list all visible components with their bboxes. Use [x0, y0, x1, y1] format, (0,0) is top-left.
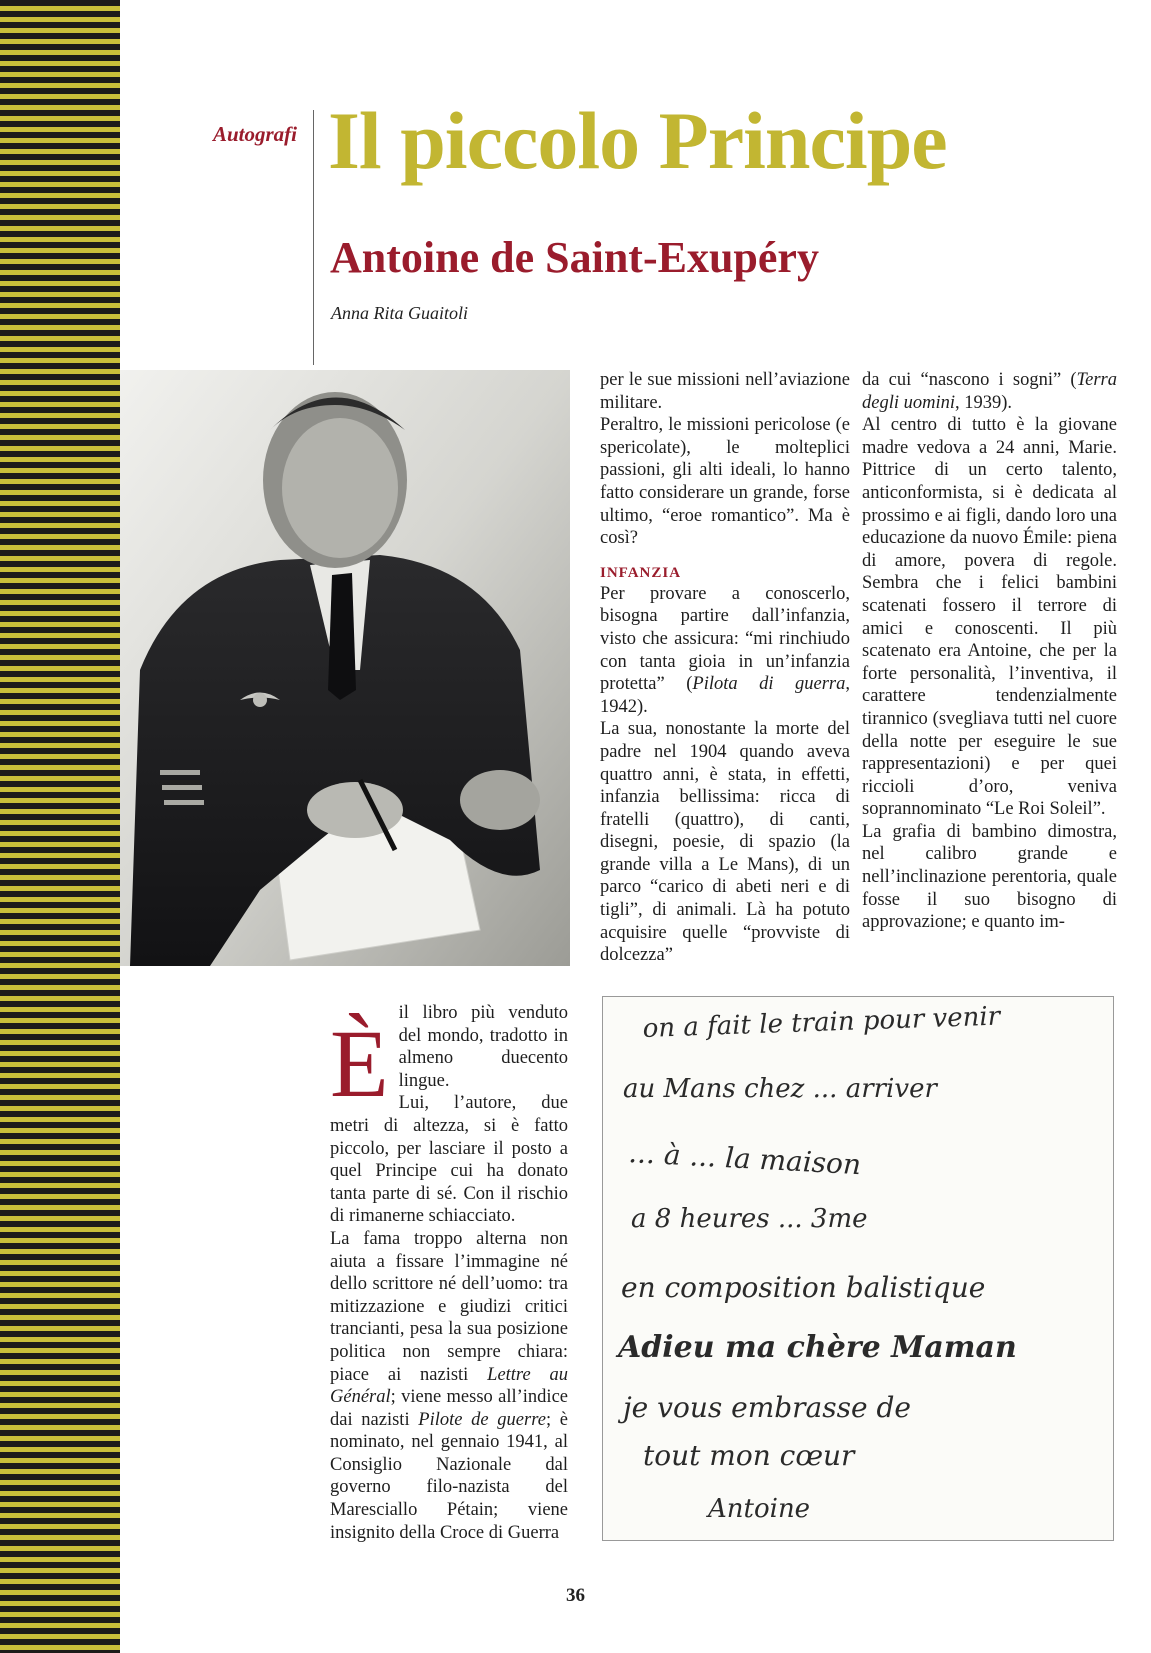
- page-number: 36: [566, 1585, 585, 1606]
- autograph-line: je vous embrasse de: [623, 1391, 911, 1424]
- autograph-line: on a fait le train pour venir: [642, 1001, 1001, 1044]
- paragraph: per le sue missioni nell’aviazione militare.: [600, 370, 850, 413]
- text-column-1: [330, 1002, 568, 1544]
- autograph-line: Antoine: [708, 1494, 811, 1524]
- paragraph: Al centro di tutto è la giovane madre vedova a 24 anni, Marie. Pittrice di un certo talento, anticonformista, si è dedicata al prossimo e ai figli, dando loro una educazione da nuovo Émile: piena di amore, povera di regole. Sembra che i felici bambini scatenati fossero il terrore di amici e conoscenti. Il più scatenato era Antoine, che per la forte personalità, l’inventiva, il carattere tendenzialmente tirannico (svegliava tutti nel cuore della notte per eseguire le sue rappresentazioni) e per quei riccioli d’oro, veniva soprannominato “Le Roi Soleil”.: [862, 415, 1117, 820]
- autograph-image: [602, 996, 1114, 1541]
- autograph-line: au Mans chez ... arriver: [623, 1074, 937, 1104]
- drop-cap: È: [330, 1010, 389, 1117]
- text-column-2: [600, 369, 850, 967]
- article-subtitle: Antoine de Saint-Exupéry: [330, 233, 819, 282]
- paragraph: Peraltro, le missioni pericolose (e spericolate), le molteplici passioni, gli alti ideali, lo hanno fatto considerare un grande, forse ultimo, “eroe romantico”. Ma è così?: [600, 415, 850, 549]
- autograph-line: en composition balistique: [621, 1271, 986, 1304]
- header-divider: [313, 110, 314, 365]
- text-column-3: [862, 369, 1117, 934]
- portrait-photo: [120, 370, 570, 966]
- paragraph: da cui “nascono i sogni” (Terra degli uomini, 1939).: [862, 370, 1117, 413]
- autograph-line: tout mon cœur: [643, 1439, 855, 1472]
- paragraph: Èil libro più venduto del mondo, tradotto in almeno duecento lingue.: [330, 1003, 568, 1117]
- autograph-line: ... à ... la maison: [627, 1136, 862, 1182]
- autograph-line: a 8 heures ... 3me: [631, 1204, 868, 1234]
- autograph-line: Adieu ma chère Maman: [618, 1330, 1017, 1365]
- article-title: Il piccolo Principe: [328, 95, 947, 186]
- author-byline: Anna Rita Guaitoli: [331, 303, 468, 323]
- paragraph: La fama troppo alterna non aiuta a fissare l’immagine né dello scrittore né dell’uomo: tra mitizzazione e giudizi critici trancianti, pesa la sua posizione politica non sempre chiara: piace ai nazisti Lettre au Général; viene messo all’indice dai nazisti Pilote de guerre; è nominato, nel gennaio 1941, al Consiglio Nazionale dal governo filo-nazista del Maresciallo Pétain; viene insignito della Croce di Guerra: [330, 1228, 568, 1543]
- paragraph: Lui, l’autore, due metri di altezza, si è fatto piccolo, per lasciare il posto a quel Principe cui ha donato tanta parte di sé. Con il rischio di rimanerne schiacciato.: [330, 1093, 568, 1227]
- paragraph: La grafia di bambino dimostra, nel calibro grande e nell’inclinazione perentoria, quale fosse il suo bisogno di approvazione; e quanto im-: [862, 821, 1117, 933]
- section-heading-infanzia: INFANZIA: [600, 564, 682, 581]
- decorative-stripe-band: [0, 0, 120, 1653]
- section-label: Autografi: [212, 122, 297, 146]
- paragraph: La sua, nonostante la morte del padre nel 1904 quando aveva quattro anni, è stata, in effetti, infanzia bellissima: ricca di fratelli (quattro), di canti, disegni, poesie, di spazio (la grande villa a Le Mans), di un parco “carico di abeti neri e di tigli”, di animali. Là ha potuto acquisire quelle “provviste di dolcezza”: [600, 719, 850, 966]
- paragraph: Per provare a conoscerlo, bisogna partire dall’infanzia, visto che assicura: “mi rinchiudo con tanta gioia in un’infanzia protetta” (Pilota di guerra, 1942).: [600, 583, 850, 717]
